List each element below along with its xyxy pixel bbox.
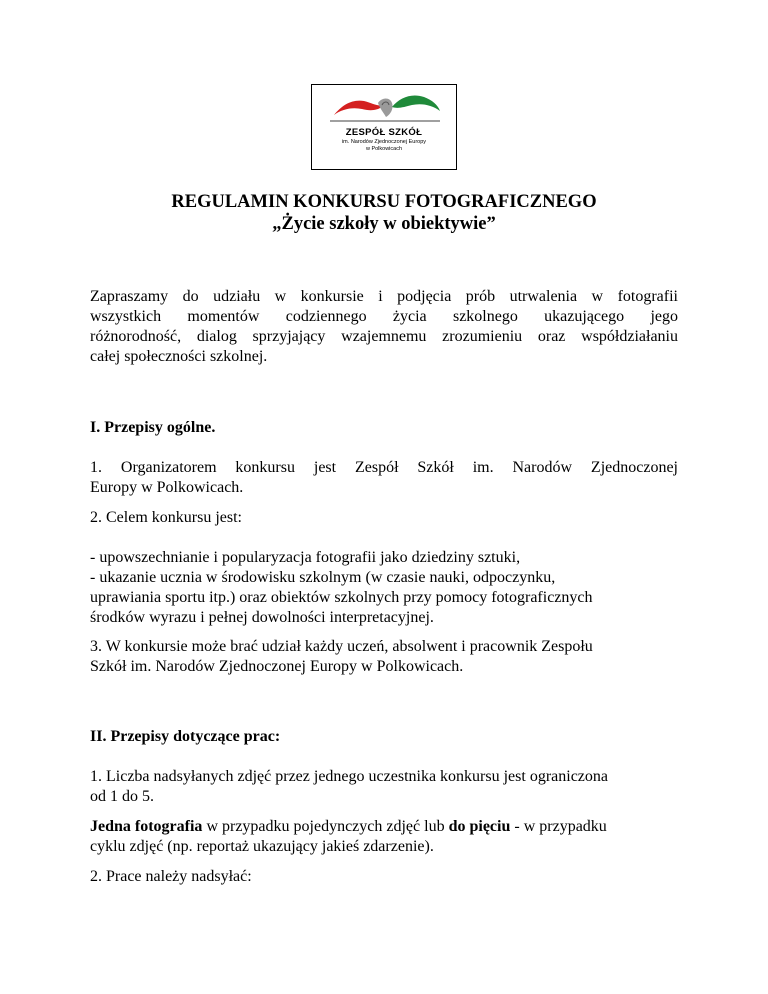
logo-school-city: w Polkowicach xyxy=(365,146,403,152)
intro-line: całej społeczności szkolnej. xyxy=(90,348,268,365)
intro-paragraph xyxy=(90,287,678,367)
section-1-goals xyxy=(90,548,678,628)
bold-one-photo: Jedna fotografia xyxy=(90,818,203,835)
section-1-point-3 xyxy=(90,637,678,677)
section-1-heading: I. Przepisy ogólne. xyxy=(90,419,216,436)
document-subtitle: „Życie szkoły w obiektywie” xyxy=(272,214,496,234)
paragraph-line: od 1 do 5. xyxy=(90,788,154,805)
section-1-point-2: 2. Celem konkursu jest: xyxy=(90,509,242,526)
logo-school-patron: im. Narodów Zjednoczonej Europy xyxy=(341,139,427,145)
intro-line: różnorodność, dialog sprzyjający wzajemnemu zrozumieniu oraz współdziałaniu xyxy=(90,328,678,345)
section-2-photo-limit xyxy=(90,817,678,857)
intro-line: Zapraszamy do udziału w konkursie i podjęcia prób utrwalenia w fotografii xyxy=(90,288,678,305)
section-2-heading: II. Przepisy dotyczące prac: xyxy=(90,728,281,745)
paragraph-line: 1. Organizatorem konkursu jest Zespół Szkół im. Narodów Zjednoczonej xyxy=(90,459,678,476)
paragraph-line: Szkół im. Narodów Zjednoczonej Europy w Polkowicach. xyxy=(90,658,464,675)
paragraph-line: Europy w Polkowicach. xyxy=(90,479,244,496)
goal-line: środków wyrazu i pełnej dowolności interpretacyjnej. xyxy=(90,609,434,626)
goal-line: uprawiania sportu itp.) oraz obiektów szkolnych przy pomocy fotograficznych xyxy=(90,589,593,606)
goal-line: - upowszechnianie i popularyzacja fotografii jako dziedziny sztuki, xyxy=(90,549,521,566)
photo-limit-line xyxy=(90,817,678,837)
text-segment: w przypadku pojedynczych zdjęć lub xyxy=(202,818,449,835)
school-logo xyxy=(311,84,457,170)
text-segment: - w przypadku xyxy=(510,818,607,835)
paragraph-line: cyklu zdjęć (np. reportaż ukazujący jakieś zdarzenie). xyxy=(90,838,434,855)
bold-up-to-five: do pięciu xyxy=(448,818,511,835)
document-title: REGULAMIN KONKURSU FOTOGRAFICZNEGO xyxy=(171,192,597,212)
logo-school-name: ZESPÓŁ SZKÓŁ xyxy=(345,127,423,138)
paragraph-line: 1. Liczba nadsyłanych zdjęć przez jednego uczestnika konkursu jest ograniczona xyxy=(90,768,609,785)
section-2-point-2: 2. Prace należy nadsyłać: xyxy=(90,868,252,885)
intro-line: wszystkich momentów codziennego życia szkolnego ukazującego jego xyxy=(90,308,678,325)
goal-line: - ukazanie ucznia w środowisku szkolnym (w czasie nauki, odpoczynku, xyxy=(90,569,556,586)
section-2-point-1 xyxy=(90,767,678,807)
section-1-point-1 xyxy=(90,458,678,498)
paragraph-line: 3. W konkursie może brać udział każdy uczeń, absolwent i pracownik Zespołu xyxy=(90,638,593,655)
